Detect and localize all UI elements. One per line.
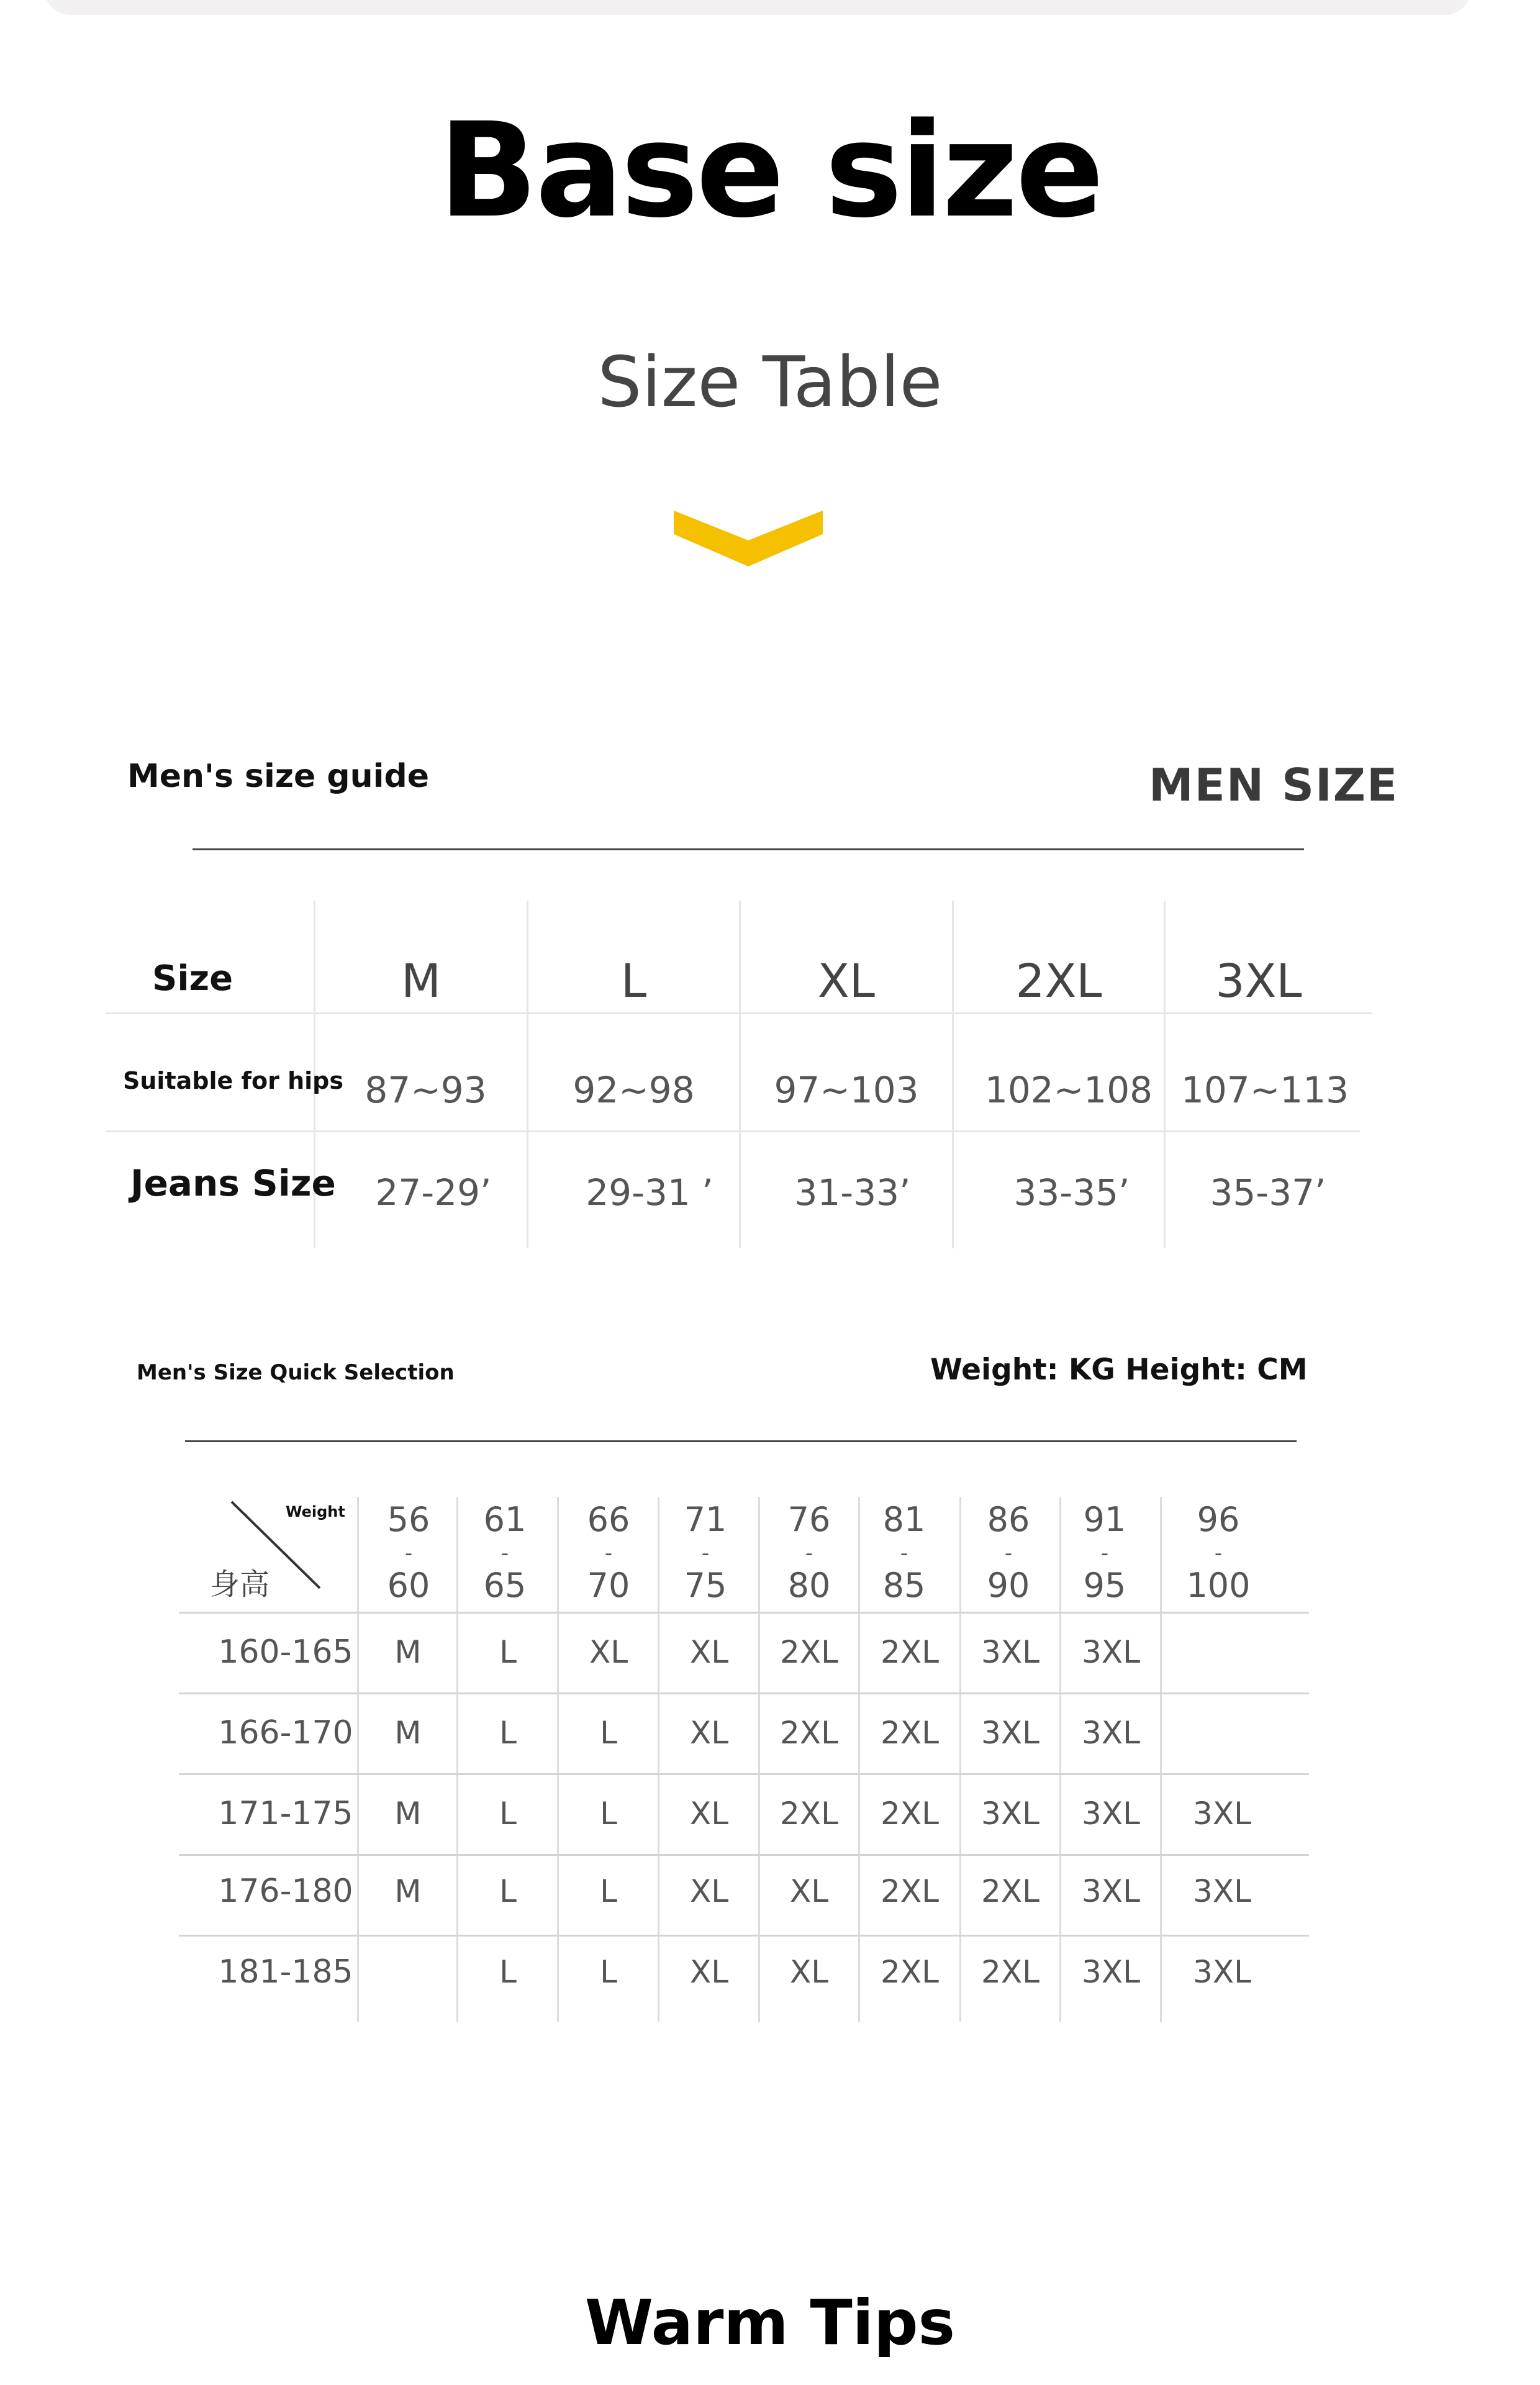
size-cell: 3XL [1193,1954,1251,1990]
weight-range: 56 - 60 [387,1500,430,1605]
quick-selection-divider [185,1440,1297,1442]
size-cell: L [499,1954,517,1990]
size-cell: 3XL [1193,1796,1251,1832]
size-header-l: L [620,955,647,1008]
size-cell: XL [689,1634,729,1670]
size-header-2xl: 2XL [1015,955,1102,1008]
hips-value: 102~108 [984,1069,1153,1111]
page-title: Base size [438,94,1102,247]
size-cell: L [600,1873,617,1909]
hips-value: 92~98 [573,1069,695,1111]
size-cell: XL [789,1954,829,1990]
size-cell: 2XL [881,1796,939,1832]
size-cell: 2XL [881,1873,939,1909]
size-cell: 3XL [1082,1954,1140,1990]
size-cell: XL [789,1873,829,1909]
jeans-value: 27-29’ [375,1171,492,1214]
hips-value: 87~93 [365,1069,487,1111]
grid-line [179,1692,1309,1694]
hips-value: 107~113 [1180,1069,1349,1111]
size-cell: M [394,1873,422,1909]
grid-line [179,1612,1309,1614]
size-cell: XL [689,1796,729,1832]
size-header-m: M [401,955,441,1008]
jeans-value: 31-33’ [794,1171,911,1214]
size-cell [358,1935,458,2009]
size-cell: L [499,1796,517,1832]
men-size-label: MEN SIZE [1149,759,1399,811]
weight-range: 91 - 95 [1083,1500,1126,1605]
size-cell: 3XL [1082,1796,1140,1832]
size-cell: XL [689,1873,729,1909]
size-cell: 2XL [780,1796,838,1832]
weight-range: 86 - 90 [987,1500,1030,1605]
size-cell: L [499,1634,517,1670]
row-label-jeans: Jeans Size [130,1162,336,1204]
size-cell [1172,1696,1272,1770]
weight-range: 61 - 65 [483,1500,527,1605]
size-cell: XL [689,1715,729,1751]
size-cell: 2XL [780,1715,838,1751]
corner-height-label: 身高 [210,1567,270,1602]
size-guide-divider [192,848,1304,850]
top-banner-edge [43,0,1472,15]
page-subtitle: Size Table [597,342,943,423]
corner-weight-label: Weight [286,1503,345,1520]
height-range: 160-165 [218,1633,353,1671]
size-cell: M [394,1634,422,1670]
size-cell: 2XL [981,1873,1040,1909]
height-range: 171-175 [218,1795,353,1832]
size-cell: 3XL [981,1715,1040,1751]
size-guide-heading: Men's size guide [127,758,429,795]
grid-line [179,1773,1309,1775]
size-cell [1172,1615,1272,1689]
size-header-3xl: 3XL [1215,955,1302,1008]
weight-range: 66 - 70 [587,1500,630,1605]
jeans-value: 33-35’ [1013,1171,1130,1214]
size-cell: L [600,1715,617,1751]
size-cell: 2XL [881,1715,939,1751]
weight-range: 81 - 85 [882,1500,926,1605]
size-cell: XL [589,1634,628,1670]
warm-tips-title: Warm Tips [584,2286,956,2359]
size-cell: 3XL [981,1634,1040,1670]
height-range: 166-170 [218,1714,353,1751]
jeans-value: 29-31 ’ [586,1171,713,1214]
height-range: 181-185 [218,1953,353,1991]
size-cell: 3XL [1082,1715,1140,1751]
quick-selection-heading: Men's Size Quick Selection [137,1360,455,1385]
height-range: 176-180 [218,1873,353,1910]
size-cell: 3XL [1082,1873,1140,1909]
size-cell: L [600,1954,617,1990]
size-cell: 3XL [1082,1634,1140,1670]
row-label-hips: Suitable for hips [123,1067,343,1094]
chevron-down-icon [674,509,823,571]
units-label: Weight: KG Height: CM [930,1353,1308,1387]
size-cell: 2XL [881,1634,939,1670]
hips-value: 97~103 [774,1069,919,1111]
grid-line [106,1130,1360,1132]
size-cell: 2XL [981,1954,1040,1990]
row-label-size: Size [152,958,233,999]
weight-range: 76 - 80 [787,1500,831,1605]
jeans-value: 35-37’ [1210,1171,1326,1214]
size-cell: L [499,1873,517,1909]
size-cell: M [394,1796,422,1832]
size-cell: 2XL [881,1954,939,1990]
size-header-xl: XL [818,955,875,1008]
weight-range: 71 - 75 [684,1500,727,1605]
size-cell: 3XL [981,1796,1040,1832]
size-cell: L [600,1796,617,1832]
size-cell: XL [689,1954,729,1990]
weight-range: 96 - 100 [1186,1500,1251,1605]
size-cell: L [499,1715,517,1751]
size-cell: 3XL [1193,1873,1251,1909]
size-cell: 2XL [780,1634,838,1670]
size-cell: M [394,1715,422,1751]
